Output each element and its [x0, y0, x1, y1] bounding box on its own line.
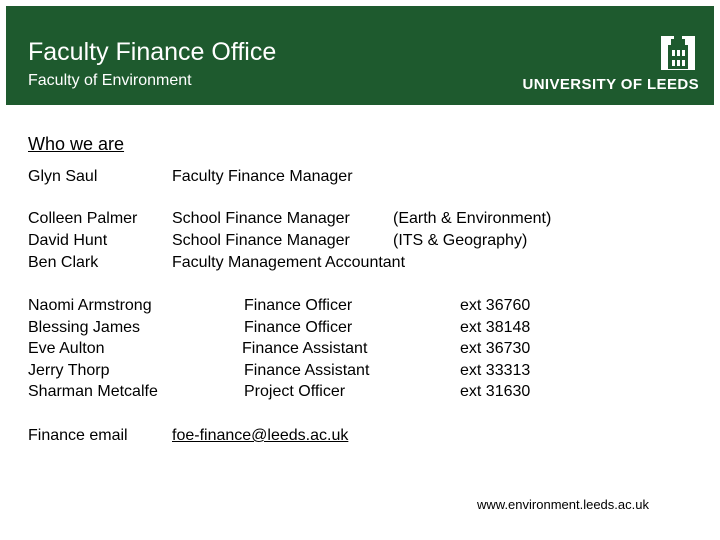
section-heading: Who we are [28, 134, 125, 154]
staff-area: (ITS & Geography) [393, 232, 528, 249]
officer-role: Finance Officer [244, 319, 353, 336]
officer-ext: ext 38148 [460, 319, 531, 336]
header-banner [6, 6, 714, 105]
officer-role: Finance Officer [244, 297, 353, 314]
officer-ext: ext 36730 [460, 340, 531, 357]
manager-name: Glyn Saul [28, 168, 98, 185]
officer-name: Naomi Armstrong [28, 297, 152, 314]
officer-ext: ext 31630 [460, 383, 531, 400]
staff-role: Faculty Management Accountant [172, 254, 406, 271]
officer-role: Finance Assistant [244, 362, 370, 379]
university-logo [511, 36, 701, 96]
officer-ext: ext 33313 [460, 362, 531, 379]
officer-name: Jerry Thorp [28, 362, 110, 379]
officer-name: Blessing James [28, 319, 141, 336]
logo-text: UNIVERSITY OF LEEDS [522, 76, 699, 93]
officer-role: Finance Assistant [242, 340, 368, 357]
page-subtitle: Faculty of Environment [28, 72, 192, 89]
officer-name: Eve Aulton [28, 340, 105, 357]
officer-ext: ext 36760 [460, 297, 531, 314]
staff-role: School Finance Manager [172, 210, 350, 227]
staff-name: David Hunt [28, 232, 108, 249]
staff-name: Colleen Palmer [28, 210, 138, 227]
manager-role: Faculty Finance Manager [172, 168, 353, 185]
staff-area: (Earth & Environment) [393, 210, 552, 227]
staff-role: School Finance Manager [172, 232, 350, 249]
staff-name: Ben Clark [28, 254, 99, 271]
officer-name: Sharman Metcalfe [28, 383, 158, 400]
email-link[interactable]: foe-finance@leeds.ac.uk [172, 427, 349, 444]
page-title: Faculty Finance Office [28, 38, 277, 66]
officer-role: Project Officer [244, 383, 346, 400]
footer-url: www.environment.leeds.ac.uk [477, 497, 649, 512]
email-label: Finance email [28, 427, 128, 444]
university-crest-icon [661, 36, 695, 70]
